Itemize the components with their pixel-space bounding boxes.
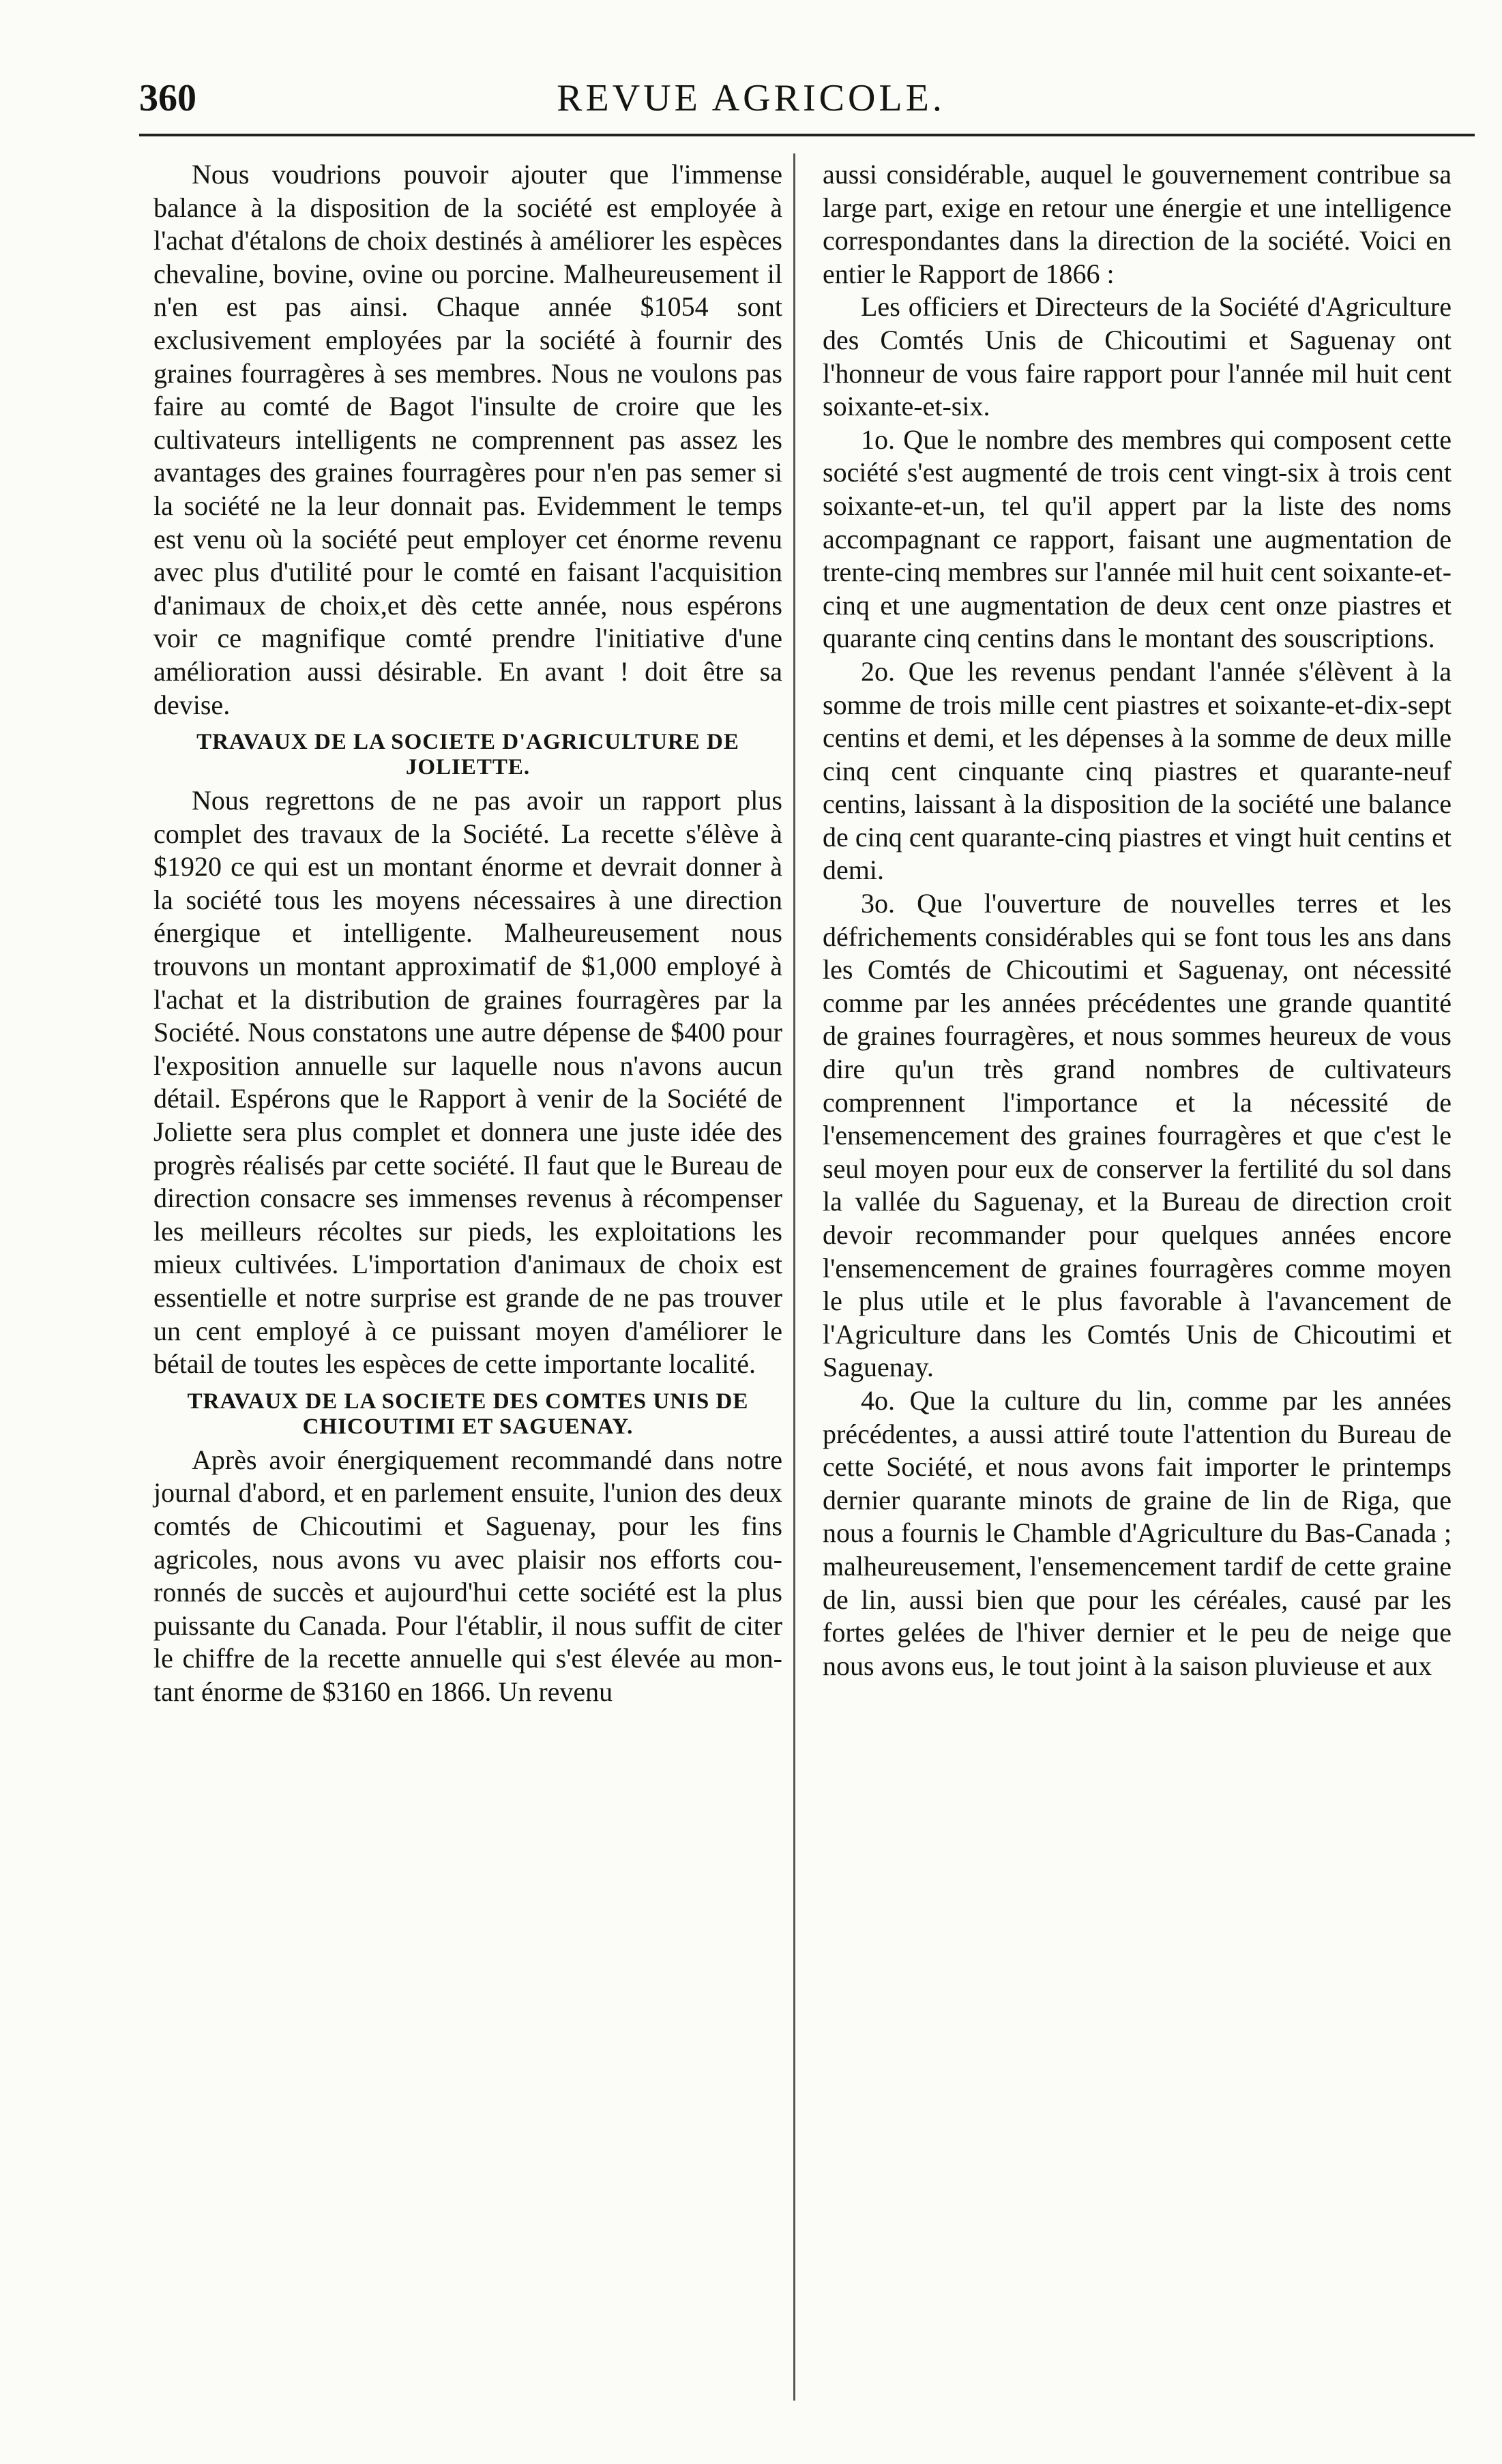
left-column: [153, 158, 782, 1709]
header-rule: [139, 134, 1475, 136]
paragraph-item-2: 2o. Que les revenus pendant l'année s'élèvent à la somme de trois mille cent piastres et soixante-et-dix-sept centins et demi, et les dépenses à la somme de deux mille cinq cent cinquante cinq piastres et quarante-neuf centins, laissant à la disposition de la société une balance de cinq cent quarante-cinq piastres et vingt huit centins et demi.: [823, 655, 1452, 886]
paragraph-bagot: Nous voudrions pouvoir ajouter que l'immense balance à la disposition de la société est employée à l'achat d'étalons de choix destinés à améliorer les espèces chevaline, bovine, ovine ou porcine. Malheureusement il n'en est pas ainsi. Chaque année $1054 sont exclusivement employées par la société à fournir des graines fourragères à ses membres. Nous ne voulons pas faire au comté de Bagot l'insulte de croire que les cultivateurs intelligents ne comprennent pas assez les avantages des graines fourragères pour n'en pas semer si la société ne la leur donnait pas. Evidemment le temps est venu où la société peut employer cet énorme revenu avec plus d'utilité pour le comté en faisant l'acquisition d'animaux de choix,et dès cette année, nous espérons voir ce magnifique comté prendre l'initiative d'une amélioration aussi désirable. En avant ! doit être sa devise.: [153, 159, 782, 720]
paragraph-report-opening: Les officiers et Directeurs de la Société d'Agriculture des Comtés Unis de Chicoutimi et Saguenay ont l'honneur de vous faire rapport pour l'année mil huit cent soixante-et-six.: [823, 291, 1452, 422]
paragraph-chicoutimi-intro: Après avoir énergiquement recommandé dans notre journal d'abord, et en parlement ensuite, l'union des deux comtés de Chicoutimi et Saguenay, pour les fins agricoles, nous avons vu avec plaisir nos efforts couronnés de succès et aujourd'hui cette société est la plus puissante du Canada. Pour l'établir, il nous suffit de citer le chiffre de la recette annuelle qui s'est élevée au montant énorme de $3160 en 1866. Un revenu: [153, 1444, 782, 1707]
column-divider: [793, 153, 795, 2401]
paragraph-joliette: Nous regrettons de ne pas avoir un rapport plus complet des travaux de la Société. La recette s'élève à $1920 ce qui est un montant énorme et devrait donner à la société tous les moyens nécessaires à une direction énergique et intelligente. Malheureusement nous trouvons un montant approximatif de $1,000 employé à l'achat et la distribution de graines fourragères par la Société. Nous constatons une autre dépense de $400 pour l'exposition annuelle sur laquelle nous n'avons aucun détail. Espérons que le Rapport à venir de la Société de Joliette sera plus complet et donnera une juste idée des progrès réalisés par cette société. Il faut que le Bureau de direction consacre ses immenses revenus à récompenser les meilleurs récoltes sur pieds, les exploitations les mieux cultivées. L'importation d'animaux de choix est essentielle et notre surprise est grande de ne pas trouver un cent employé à ce puissant moyen d'améliorer le bétail de toutes les espèces de cette importante localité.: [153, 785, 782, 1380]
paragraph-item-1: 1o. Que le nombre des membres qui composent cette société s'est augmenté de trois cent vingt-six à trois cent soixante-et-un, tel qu'il appert par la liste des noms accompagnant ce rapport, faisant une augmentation de trente-cinq membres sur l'année mil huit cent soixante-et-cinq et une augmentation de deux cent onze piastres et quarante cinq centins dans le montant des souscriptions.: [823, 424, 1452, 654]
right-column: [823, 158, 1452, 1682]
paragraph-continued: aussi considérable, auquel le gouvernement contribue sa large part, exige en retour une énergie et une intelligence correspondantes dans la direction de la société. Voici en entier le Rapport de 1866 :: [823, 159, 1452, 289]
paragraph-item-4: 4o. Que la culture du lin, comme par les années précédentes, a aussi attiré toute l'attention du Bureau de cette Société, et nous avons fait importer le printemps dernier quarante minots de graine de lin de Riga, que nous a fournis le Chamble d'Agriculture du Bas-Canada ; malheureusement, l'ensemencement tardif de cette graine de lin, aussi bien que pour les céréales, causé par les fortes gelées de l'hiver dernier et le peu de neige que nous avons eus, le tout joint à la saison pluvieuse et aux: [823, 1384, 1452, 1681]
page-number: 360: [139, 77, 196, 119]
section-heading-chicoutimi: TRAVAUX DE LA SOCIETE DES COMTES UNIS DE CHICOUTIMI ET SAGUENAY.: [187, 1389, 749, 1439]
running-head: REVUE AGRICOLE.: [557, 77, 945, 119]
paragraph-item-3: 3o. Que l'ouverture de nouvelles terres et les défrichements considérables qui se font tous les ans dans les Comtés de Chicoutimi et Saguenay, ont nécessité comme par les années précédentes une grande quantité de graines fourragères, et nous sommes heureux de vous dire qu'un très grand nombres de cultivateurs comprennent l'importance et la nécessité de l'ensemencement des graines fourragères et que c'est le seul moyen pour eux de conserver la fertilité du sol dans la vallée du Saguenay, et la Bureau de direction croit devoir recommander pour quelques années encore l'ensemencement de graines fourragères comme moyen le plus utile et le plus favorable à l'avancement de l'Agriculture dans les Comtés Unis de Chicoutimi et Saguenay.: [823, 888, 1452, 1383]
page-header: [0, 76, 1502, 131]
section-heading-joliette: TRAVAUX DE LA SOCIETE D'AGRICULTURE DE JOLIETTE.: [196, 730, 739, 780]
